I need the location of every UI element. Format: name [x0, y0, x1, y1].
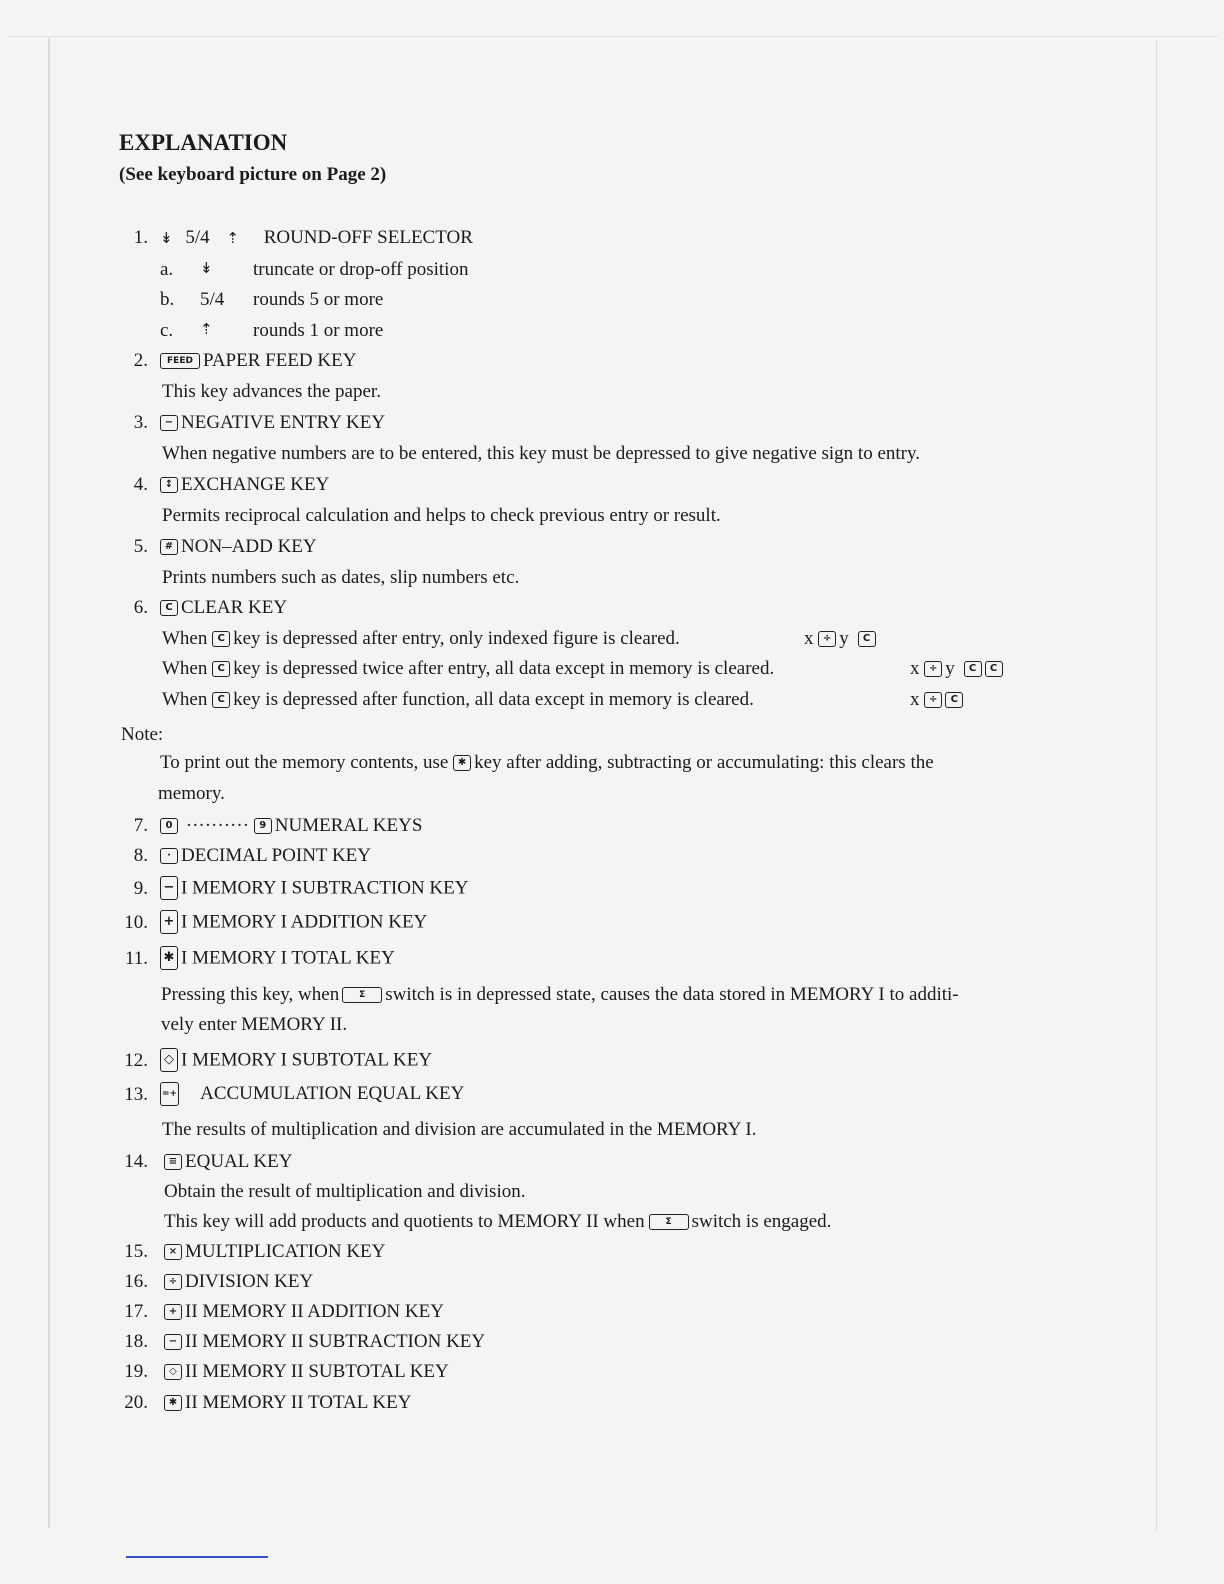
accumulation-equal-key-icon: =+ [160, 1082, 179, 1106]
item-number: 18. [124, 1331, 148, 1352]
item-mem2-subtraction [164, 1331, 485, 1353]
item-mem1-subtraction [160, 876, 468, 902]
minus-key-icon: − [164, 1334, 182, 1350]
minus-key-icon: − [160, 415, 178, 431]
round-up-icon: ⇡ [200, 320, 213, 338]
line-text: switch is in depressed state, causes the data stored in MEMORY I to additi- [385, 984, 959, 1005]
item-division [164, 1271, 313, 1293]
item-title: MULTIPLICATION KEY [185, 1241, 386, 1262]
zero-key-icon: 0 [160, 818, 178, 834]
line-text: Pressing this key, when [161, 984, 340, 1005]
item-negative-entry [160, 412, 385, 434]
item-title: NON–ADD KEY [181, 536, 317, 557]
line-text: key is depressed after entry, only indexed figure is cleared. [233, 628, 680, 649]
item-title: ACCUMULATION EQUAL KEY [200, 1083, 465, 1105]
note-line-1 [160, 752, 934, 774]
item-title: DECIMAL POINT KEY [181, 845, 371, 866]
star-key-icon: ✱ [160, 946, 178, 970]
item-number: 13. [124, 1084, 148, 1105]
clear-key-icon: C [945, 692, 963, 708]
item-mem2-addition [164, 1301, 444, 1323]
item-number: 14. [124, 1151, 148, 1172]
truncate-icon: ↡ [160, 229, 173, 247]
plus-key-icon: + [164, 1304, 182, 1320]
example-x: x [804, 628, 814, 649]
item-description: When negative numbers are to be entered, this key must be depressed to give negative sign to entry. [162, 443, 921, 464]
note-line-2: memory. [158, 783, 225, 804]
example-y: y [945, 658, 955, 679]
item-description: vely enter MEMORY II. [161, 1014, 348, 1035]
sigma-switch-icon: Σ [342, 987, 382, 1003]
item-title: NUMERAL KEYS [274, 815, 423, 836]
line-text: key is depressed after function, all data except in memory is cleared. [233, 689, 754, 710]
sub-item-text: rounds 5 or more [253, 289, 384, 310]
line-text: key after adding, subtracting or accumulating: this clears the [474, 752, 934, 773]
minus-key-icon: − [160, 876, 178, 900]
item-description: The results of multiplication and division are accumulated in the MEMORY I. [162, 1119, 757, 1140]
clear-key-icon: C [212, 631, 230, 647]
multiply-key-icon: × [164, 1244, 182, 1260]
divide-key-icon: ÷ [924, 692, 942, 708]
round-54-label: 5/4 [200, 289, 225, 310]
item-multiplication [164, 1241, 385, 1263]
item-roundoff [160, 227, 473, 249]
item-title: II MEMORY II ADDITION KEY [185, 1301, 444, 1322]
item-title: PAPER FEED KEY [203, 350, 357, 371]
item-number: 4. [133, 474, 148, 495]
decimal-key-icon: · [160, 848, 178, 864]
sub-item-text: rounds 1 or more [253, 320, 384, 341]
item-number: 17. [124, 1301, 148, 1322]
item-numeral-keys [160, 815, 422, 837]
star-key-icon: ✱ [453, 755, 471, 771]
item-number: 1. [133, 227, 148, 248]
feed-key-icon: FEED [160, 353, 200, 369]
item-number: 2. [133, 350, 148, 371]
item-number: 19. [124, 1361, 148, 1382]
diamond-key-icon: ◇ [160, 1048, 178, 1072]
divide-key-icon: ÷ [818, 631, 836, 647]
item-description [164, 1211, 831, 1233]
item-mem1-subtotal [160, 1048, 432, 1074]
item-number: 9. [133, 878, 148, 899]
item-number: 6. [133, 597, 148, 618]
item-title: EXCHANGE KEY [181, 474, 330, 495]
item-mem1-addition [160, 910, 427, 936]
page-subtitle: (See keyboard picture on Page 2) [119, 164, 387, 185]
clear-key-icon: C [212, 661, 230, 677]
clear-key-icon: C [212, 692, 230, 708]
item-number: 3. [133, 412, 148, 433]
item-number: 5. [133, 536, 148, 557]
clear-example-2 [910, 658, 1006, 680]
sub-item-text: truncate or drop-off position [253, 259, 469, 280]
item-title: I MEMORY I SUBTOTAL KEY [181, 1049, 433, 1071]
item-number: 11. [124, 948, 148, 969]
item-title: I MEMORY I TOTAL KEY [181, 947, 395, 969]
item-title: EQUAL KEY [185, 1151, 293, 1172]
clear-example-1 [804, 628, 879, 650]
item-non-add [160, 536, 317, 558]
line-text: When [162, 689, 208, 710]
sub-item-letter: b. [160, 289, 175, 310]
item-description: Obtain the result of multiplication and division. [164, 1181, 526, 1202]
sigma-switch-icon: Σ [649, 1214, 689, 1230]
clear-line-3 [162, 689, 754, 711]
line-text: key is depressed twice after entry, all data except in memory is cleared. [233, 658, 775, 679]
item-title: II MEMORY II SUBTOTAL KEY [185, 1361, 449, 1382]
line-text: switch is engaged. [691, 1211, 832, 1232]
line-text: When [162, 628, 208, 649]
item-paper-feed [160, 350, 356, 372]
item-exchange [160, 474, 329, 496]
item-number: 7. [133, 815, 148, 836]
divide-key-icon: ÷ [164, 1274, 182, 1290]
item-title: II MEMORY II TOTAL KEY [185, 1392, 412, 1413]
example-y: y [839, 628, 849, 649]
clear-line-1 [162, 628, 680, 650]
clear-example-3 [910, 689, 966, 711]
item-number: 12. [124, 1050, 148, 1071]
page-title: EXPLANATION [119, 130, 288, 155]
item-title: NEGATIVE ENTRY KEY [181, 412, 386, 433]
item-decimal-point [160, 845, 371, 867]
item-clear [160, 597, 287, 619]
equal-key-icon: ≡ [164, 1154, 182, 1170]
item-number: 20. [124, 1392, 148, 1413]
item-title: DIVISION KEY [185, 1271, 314, 1292]
range-dots: ·········· [185, 815, 250, 836]
item-number: 15. [124, 1241, 148, 1262]
item-description: Prints numbers such as dates, slip numbers etc. [162, 567, 520, 588]
plus-key-icon: + [160, 910, 178, 934]
item-description: Permits reciprocal calculation and helps to check previous entry or result. [162, 505, 721, 526]
item-number: 16. [124, 1271, 148, 1292]
item-number: 8. [133, 845, 148, 866]
example-x: x [910, 658, 920, 679]
line-text: To print out the memory contents, use [160, 752, 449, 773]
clear-line-2 [162, 658, 774, 680]
note-label: Note: [121, 724, 164, 745]
nine-key-icon: 9 [254, 818, 272, 834]
non-add-key-icon: # [160, 539, 178, 555]
line-text: When [162, 658, 208, 679]
item-title: I MEMORY I SUBTRACTION KEY [181, 877, 469, 899]
clear-key-icon: C [160, 600, 178, 616]
item-title: ROUND-OFF SELECTOR [263, 227, 473, 248]
star-key-icon: ✱ [164, 1395, 182, 1411]
item-description: This key advances the paper. [162, 381, 381, 402]
item-number: 10. [124, 912, 148, 933]
item-equal [164, 1151, 292, 1173]
item-title: II MEMORY II SUBTRACTION KEY [185, 1331, 486, 1352]
item-accumulation-equal [160, 1082, 464, 1108]
diamond-key-icon: ◇ [164, 1364, 182, 1380]
sub-item-letter: c. [160, 320, 174, 341]
item-description [161, 984, 959, 1006]
truncate-icon: ↡ [200, 259, 213, 277]
sub-item-letter: a. [160, 259, 174, 280]
line-text: This key will add products and quotients to MEMORY II when [164, 1211, 645, 1232]
clear-key-icon: C [964, 661, 982, 677]
item-mem2-subtotal [164, 1361, 449, 1383]
item-title: CLEAR KEY [181, 597, 288, 618]
clear-key-icon: C [985, 661, 1003, 677]
round-up-icon: ⇡ [226, 229, 239, 247]
round-54-label: 5/4 [185, 227, 210, 248]
exchange-key-icon: ↕ [160, 477, 178, 493]
example-x: x [910, 689, 920, 710]
clear-key-icon: C [858, 631, 876, 647]
divide-key-icon: ÷ [924, 661, 942, 677]
item-title: I MEMORY I ADDITION KEY [181, 911, 428, 933]
item-mem2-total [164, 1392, 411, 1414]
item-mem1-total [160, 946, 395, 972]
